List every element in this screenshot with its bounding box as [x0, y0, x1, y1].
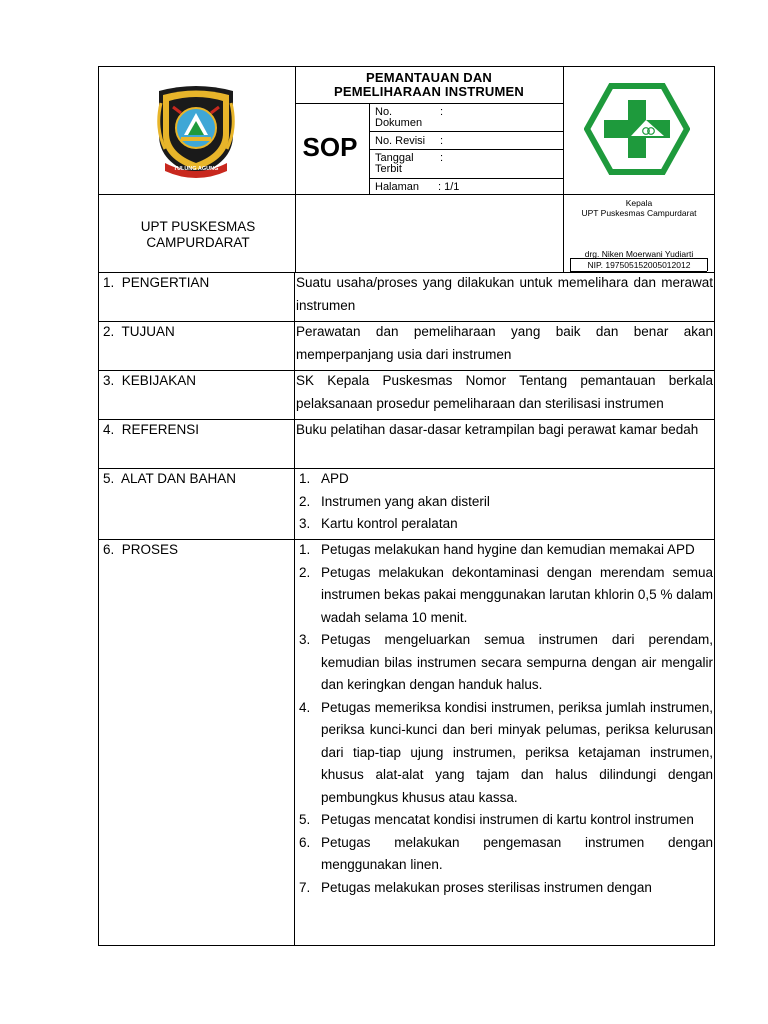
list-item: 3. Petugas mengeluarkan semua instrumen dari perendam, kemudian bilas instrumen secara sempurna dengan air mengalir dan keringkan dengan handuk halus. [299, 632, 713, 692]
section-list-alat [296, 468, 713, 536]
document-title: PEMANTAUAN DAN PEMELIHARAAN INSTRUMEN [333, 70, 524, 99]
list-item: 7. Petugas melakukan proses sterilisas instrumen dengan [299, 879, 652, 895]
signature-box-right [707, 258, 708, 271]
section-label-proses: 6. PROSES [103, 542, 179, 557]
section-text-pengertian: Suatu usaha/proses yang dilakukan untuk memelihara dan merawat instrumen [296, 275, 713, 313]
list-item: 1. Petugas melakukan hand hygine dan kemudian memakai APD [299, 542, 695, 557]
section-list-proses [296, 539, 713, 945]
section-label-kebijakan: 3. KEBIJAKAN [103, 373, 197, 388]
signature-box-top [570, 258, 707, 259]
grid-line [369, 131, 563, 132]
section-text-kebijakan: SK Kepala Puskesmas Nomor Tentang pemantauan berkala pelaksanaan prosedur pemeliharaan dan sterilisasi instrumen [296, 373, 713, 411]
grid-line [98, 194, 715, 195]
grid-line [563, 66, 564, 272]
signature-box-left [570, 258, 571, 271]
signature-name: drg. Niken Moerwani Yudiarti [584, 249, 694, 259]
signature-title: Kepala UPT Puskesmas Campurdarat [581, 198, 697, 218]
sop-document-page: TULUNG AGUNG PEMANTAUAN DAN PEMELIHARAAN INSTRUMEN SOP No. Dokumen : No. Revisi : Tanggal Terbit : Halaman : 1/1 UPT PUSKESMAS CAMPURDARAT Kepala UPT Puskesmas Campurdarat drg. Niken Moerwani Yudiarti NIP. 197505152005012012 1. PENGERTIAN Suatu usaha/proses yang dilakukan untuk memelihara dan merawat instrumen 2. TUJUAN Perawatan dan pemeliharaan yang baik dan benar akan memperpanjang usia dari instrumen 3. KEBIJAKAN SK Kepala Puskesmas Nomor Tentang pemantauan berkala pelaksanaan prosedur pemeliharaan dan sterilisasi instrumen 4. REFERENSI Buku pelatihan dasar-dasar ketrampilan bagi perawat kamar bedah 5. ALAT DAN BAHAN 1. APD 2. Instrumen yang akan disteril 3. Kartu kontrol peralatan 6. PROSES 1. Petugas melakukan hand hygine dan kemudian memakai APD 2. Petugas melakukan dekontaminasi dengan merendam semua instrumen bekas pakai menggunakan larutan khlorin 0,5 % dalam wadah selama 10 menit. 3. Petugas mengeluarkan semua instrumen dari perendam, kemudian bilas instrumen secara sempurna dengan air mengalir dan keringkan dengan handuk halus. 4. Petugas memeriksa kondisi instrumen, periksa jumlah instrumen, periksa kunci-kunci dan beri minyak pelumas, periksa kelurusan dari tiap-tiap ujung instrumen, periksa ketajaman instrumen, khusus alat-alat yang tajam dan halus dilindungi dengan pembungkus khusus atau kassa. 5. Petugas mencatat kondisi instrumen di kartu kontrol instrumen 6. Petugas melakukan pengemasan instrumen dengan menggunakan linen. 7. Petugas melakukan proses sterilisas instrumen dengan [0, 0, 768, 1024]
alat-list [296, 468, 713, 536]
section-label-pengertian: 1. PENGERTIAN [103, 275, 210, 290]
list-item: 5. Petugas mencatat kondisi instrumen di kartu kontrol instrumen [299, 812, 694, 827]
emblem-banner-text: TULUNG AGUNG [173, 166, 219, 172]
sop-label: SOP [302, 132, 358, 162]
list-item: 4. Petugas memeriksa kondisi instrumen, periksa jumlah instrumen, periksa kunci-kunci dan beri minyak pelumas, periksa kelurusan dari tiap-tiap ujung instrumen, periksa ketajaman instrumen, khusus alat-alat yang tajam dan halus dilindungi dengan pembungkus khusus atau kassa. [299, 699, 713, 805]
unit-name: UPT PUSKESMAS CAMPURDARAT [140, 219, 256, 250]
list-item: 3. Kartu kontrol peralatan [299, 516, 458, 531]
section-label-referensi: 4. REFERENSI [103, 422, 200, 437]
puskesmas-logo [584, 82, 690, 176]
grid-line [295, 103, 563, 104]
section-text-tujuan: Perawatan dan pemeliharaan yang baik dan benar akan memperpanjang usia dari instrumen [296, 324, 713, 362]
grid-line [294, 272, 295, 946]
list-item: 2. Instrumen yang akan disteril [299, 493, 490, 509]
proses-list [296, 539, 713, 899]
section-label-tujuan: 2. TUJUAN [103, 324, 175, 339]
grid-line [369, 149, 563, 150]
section-text-referensi: Buku pelatihan dasar-dasar ketrampilan bagi perawat kamar bedah [296, 422, 699, 437]
list-item: 2. Petugas melakukan dekontaminasi dengan merendam semua instrumen bekas pakai menggunakan larutan khlorin 0,5 % dalam wadah selama 10 menit. [299, 564, 713, 625]
puskesmas-cross-icon [584, 82, 690, 176]
list-item: 6. Petugas melakukan pengemasan instrumen dengan menggunakan linen. [299, 834, 713, 872]
signature-nip: NIP. 197505152005012012 [587, 260, 691, 270]
regency-emblem-logo [151, 83, 241, 183]
grid-line [369, 178, 563, 179]
section-label-alat: 5. ALAT DAN BAHAN [103, 471, 237, 486]
list-item: 1. APD [299, 471, 349, 486]
